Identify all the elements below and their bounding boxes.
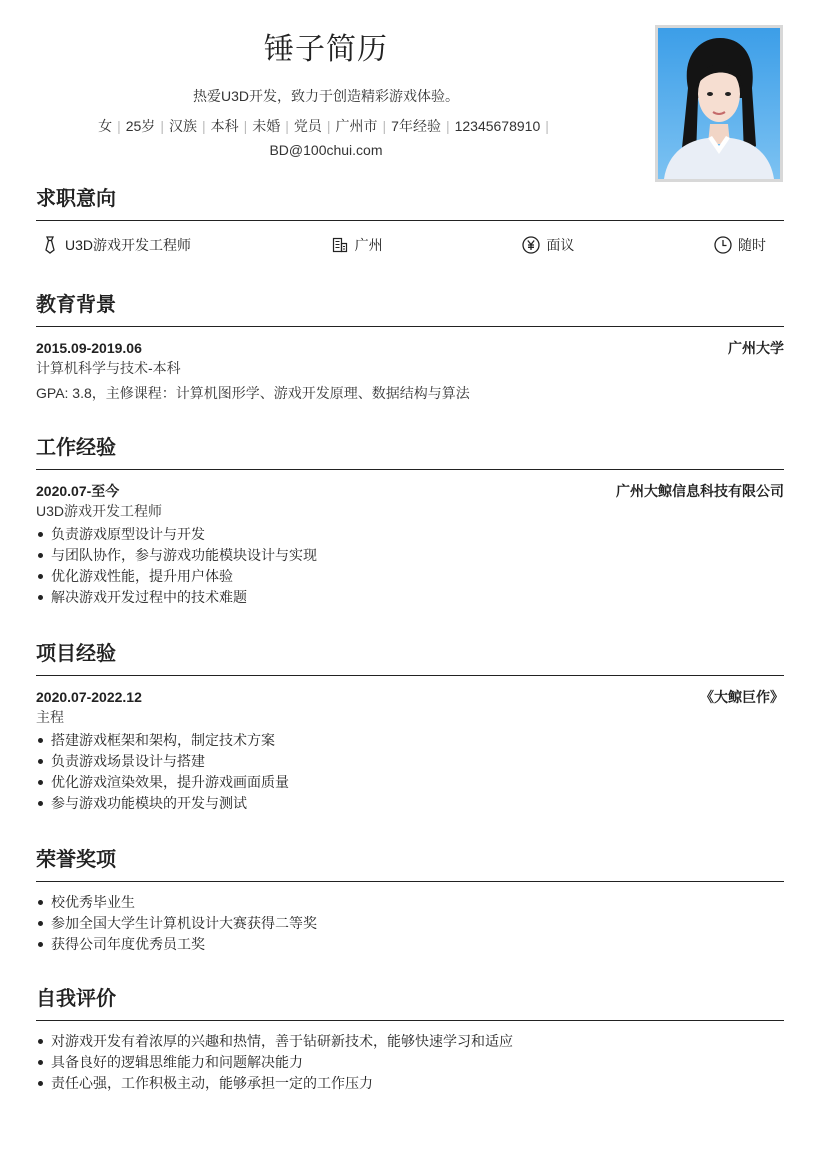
intent-availability <box>713 235 766 255</box>
info-city: 广州市 <box>335 118 378 134</box>
separator: | <box>160 118 164 134</box>
work-company: 广州大鲸信息科技有限公司 <box>616 483 784 499</box>
list-item: 参加全国大学生计算机设计大赛获得二等奖 <box>36 913 784 934</box>
intent-row <box>36 235 784 255</box>
project-duties-list <box>36 730 784 814</box>
project-name: 《大鲸巨作》 <box>700 689 784 705</box>
list-item: 与团队协作，参与游戏功能模块设计与实现 <box>36 545 784 566</box>
list-item: 优化游戏渲染效果，提升游戏画面质量 <box>36 772 784 793</box>
info-ethnicity: 汉族 <box>168 118 197 134</box>
resume-header <box>36 28 616 162</box>
list-item: 对游戏开发有着浓厚的兴趣和热情，善于钻研新技术，能够快速学习和适应 <box>36 1031 784 1052</box>
info-degree: 本科 <box>210 118 239 134</box>
info-email: BD@100chui.com <box>269 142 383 158</box>
list-item: 具备良好的逻辑思维能力和问题解决能力 <box>36 1052 784 1073</box>
intent-position <box>40 235 191 255</box>
list-item: 负责游戏场景设计与搭建 <box>36 751 784 772</box>
separator: | <box>326 118 331 134</box>
intent-position-text: U3D游戏开发工程师 <box>65 237 192 253</box>
list-item: 参与游戏功能模块的开发与测试 <box>36 793 784 814</box>
section-title: 求职意向 <box>36 186 784 221</box>
work-role: U3D游戏开发工程师 <box>36 503 163 519</box>
resume-title: 锤子简历 <box>264 33 388 66</box>
list-item: 责任心强，工作积极主动，能够承担一定的工作压力 <box>36 1073 784 1094</box>
info-experience: 7年经验 <box>391 118 441 134</box>
section-title: 教育背景 <box>36 292 784 327</box>
profile-photo <box>655 25 783 182</box>
clock-icon <box>713 235 733 255</box>
info-political: 党员 <box>293 118 322 134</box>
intent-availability-text: 随时 <box>737 237 766 253</box>
section-title: 自我评价 <box>36 986 784 1021</box>
education-school: 广州大学 <box>728 340 784 356</box>
list-item: 负责游戏原型设计与开发 <box>36 524 784 545</box>
work-header-row <box>36 482 784 500</box>
intent-city-text: 广州 <box>354 237 383 253</box>
section-education <box>36 292 784 405</box>
info-age: 25岁 <box>125 118 156 134</box>
separator: | <box>545 118 549 134</box>
info-phone: 12345678910 <box>454 118 541 134</box>
section-job-intent <box>36 186 784 255</box>
separator: | <box>117 118 121 134</box>
tie-icon <box>40 235 60 255</box>
intent-city <box>330 235 383 255</box>
honors-list <box>36 892 784 955</box>
list-item: 解决游戏开发过程中的技术难题 <box>36 587 784 608</box>
personal-info <box>36 114 616 162</box>
list-item: 优化游戏性能，提升用户体验 <box>36 566 784 587</box>
education-detail: GPA: 3.8，主修课程：计算机图形学、游戏开发原理、数据结构与算法 <box>36 385 470 401</box>
education-header-row <box>36 339 784 357</box>
separator: | <box>285 118 289 134</box>
education-period: 2015.09-2019.06 <box>36 340 142 356</box>
work-duties-list <box>36 524 784 608</box>
info-gender: 女 <box>98 118 113 134</box>
project-header-row <box>36 688 784 706</box>
section-work <box>36 435 784 608</box>
work-period: 2020.07-至今 <box>36 483 120 499</box>
yen-icon <box>521 235 541 255</box>
section-title: 项目经验 <box>36 641 784 676</box>
info-marital: 未婚 <box>252 118 281 134</box>
intent-salary-text: 面议 <box>546 237 575 253</box>
separator: | <box>445 118 450 134</box>
resume-tagline: 热爱U3D开发，致力于创造精彩游戏体验。 <box>192 88 459 104</box>
list-item: 校优秀毕业生 <box>36 892 784 913</box>
section-title: 荣誉奖项 <box>36 847 784 882</box>
self-evaluation-list <box>36 1031 784 1094</box>
separator: | <box>243 118 248 134</box>
separator: | <box>201 118 206 134</box>
building-icon <box>330 235 350 255</box>
section-project <box>36 641 784 814</box>
section-title: 工作经验 <box>36 435 784 470</box>
list-item: 获得公司年度优秀员工奖 <box>36 934 784 955</box>
list-item: 搭建游戏框架和架构，制定技术方案 <box>36 730 784 751</box>
section-self-evaluation <box>36 986 784 1094</box>
portrait-image <box>658 28 780 179</box>
intent-salary <box>521 235 574 255</box>
separator: | <box>382 118 387 134</box>
project-role: 主程 <box>36 709 64 725</box>
section-honors <box>36 847 784 955</box>
project-period: 2020.07-2022.12 <box>36 689 142 705</box>
education-major: 计算机科学与技术-本科 <box>36 360 181 376</box>
